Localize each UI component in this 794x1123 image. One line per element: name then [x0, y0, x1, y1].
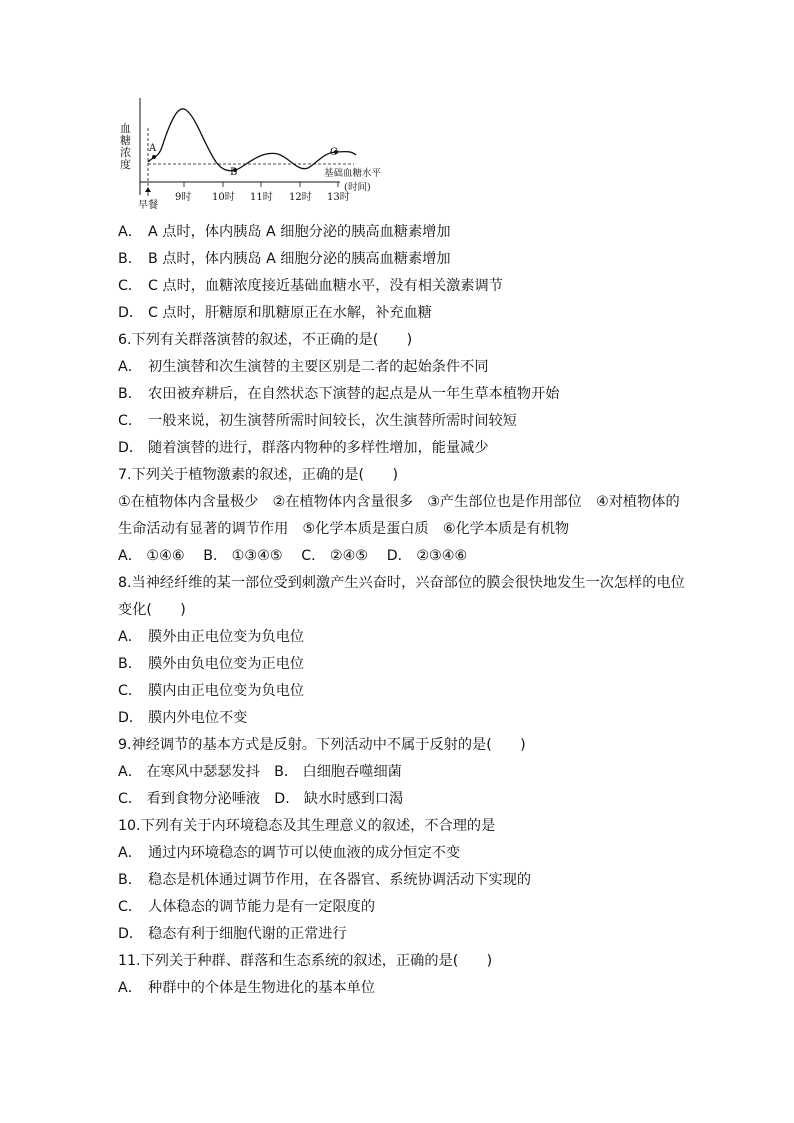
option-text: 种群中的个体是生物进化的基本单位: [148, 980, 376, 996]
option-letter: B．: [118, 656, 142, 672]
option-text: 随着演替的进行，群落内物种的多样性增加，能量减少: [148, 440, 489, 456]
blood-glucose-graph: [118, 92, 382, 214]
option-text: C 点时，血糖浓度接近基础血糖水平，没有相关激素调节: [148, 278, 503, 294]
tick-label-breakfast: 早餐: [138, 200, 158, 211]
option-letter: D．: [118, 926, 144, 942]
x-axis-label: 时间: [348, 182, 368, 193]
y-axis-label-char: 血: [120, 122, 131, 135]
q6-option-d: [118, 438, 489, 458]
q7-items-line1: ①在植物体内含量极少 ②在植物体内含量很多 ③产生部位也是作用部位 ④对植物体的: [118, 494, 680, 510]
option-text: 膜内外电位不变: [148, 710, 248, 726]
q7-items-line2: 生命活动有显著的调节作用 ⑤化学本质是蛋白质 ⑥化学本质是有机物: [118, 521, 570, 537]
tick-label-10: 10时: [212, 192, 235, 203]
tick-label-11: 11时: [250, 192, 273, 203]
q8-stem-line1: 8.当神经纤维的某一部位受到刺激产生兴奋时，兴奋部位的膜会很快地发生一次怎样的电位: [118, 575, 685, 591]
q6-stem: 6.下列有关群落演替的叙述，不正确的是( ): [118, 332, 413, 348]
option-text: 人体稳态的调节能力是有一定限度的: [148, 899, 376, 915]
option-letter: B．: [118, 872, 142, 888]
option-letter: D．: [118, 710, 144, 726]
option-letter: C．: [118, 683, 143, 699]
q9-stem: 9.神经调节的基本方式是反射。下列活动中不属于反射的是( ): [118, 737, 526, 753]
tick-label-9: 9时: [175, 192, 192, 203]
q8-option-a: [118, 627, 304, 647]
q5-option-a: [118, 222, 451, 242]
x-axis-label-open: (: [344, 182, 348, 193]
option-letter: B．: [118, 386, 142, 402]
y-axis-label-char: 浓: [120, 146, 131, 159]
q11-option-a: [118, 978, 375, 998]
option-text: 初生演替和次生演替的主要区别是二者的起始条件不同: [148, 359, 489, 375]
q7-options: A． ①④⑥ B． ①③④⑤ C． ②④⑤ D． ②③④⑥: [118, 548, 468, 564]
q5-option-b: [118, 249, 451, 269]
option-text: 稳态有利于细胞代谢的正常进行: [148, 926, 347, 942]
point-c-label: C: [330, 147, 338, 158]
q5-option-c: [118, 276, 503, 296]
q6-option-b: [118, 384, 559, 404]
option-text: C 点时，肝糖原和肌糖原正在水解，补充血糖: [148, 305, 432, 321]
option-letter: B．: [118, 251, 142, 267]
q9-options-line2: C． 看到食物分泌唾液 D． 缺水时感到口渴: [118, 791, 404, 807]
y-axis-label-char: 糖: [120, 134, 131, 147]
point-a-label: A: [149, 143, 157, 154]
q6-option-a: [118, 357, 489, 377]
breakfast-arrow-head: [145, 187, 151, 192]
baseline-label: 基础血糖水平: [324, 168, 382, 179]
option-letter: C．: [118, 413, 143, 429]
option-text: 通过内环境稳态的调节可以使血液的成分恒定不变: [148, 845, 461, 861]
option-text: B 点时，体内胰岛 A 细胞分泌的胰高血糖素增加: [148, 251, 451, 267]
tick-label-13: 13时: [327, 192, 350, 203]
x-axis-label-close: ): [367, 182, 371, 193]
q8-option-c: [118, 681, 304, 701]
option-text: 农田被弃耕后，在自然状态下演替的起点是从一年生草本植物开始: [148, 386, 560, 402]
option-letter: C．: [118, 278, 143, 294]
option-text: 膜外由负电位变为正电位: [148, 656, 305, 672]
point-a: [152, 155, 156, 159]
q5-option-d: [118, 303, 432, 323]
q8-stem-line2: 变化( ): [118, 602, 186, 618]
q10-stem: 10.下列有关于内环境稳态及其生理意义的叙述，不合理的是: [118, 818, 496, 834]
q10-option-a: [118, 843, 460, 863]
q10-option-b: [118, 870, 531, 890]
option-text: 膜外由正电位变为负电位: [148, 629, 305, 645]
option-letter: D．: [118, 305, 144, 321]
y-axis-label-char: 度: [120, 158, 131, 171]
q7-stem: 7.下列关于植物激素的叙述，正确的是( ): [118, 467, 398, 483]
point-b-label: B: [230, 167, 238, 178]
glucose-curve: [148, 109, 356, 171]
option-text: 膜内由正电位变为负电位: [148, 683, 305, 699]
option-letter: A．: [118, 629, 142, 645]
q9-options-line1: A． 在寒风中瑟瑟发抖 B． 白细胞吞噬细菌: [118, 764, 402, 780]
option-text: A 点时，体内胰岛 A 细胞分泌的胰高血糖素增加: [148, 224, 451, 240]
q11-stem: 11.下列关于种群、群落和生态系统的叙述，正确的是( ): [118, 953, 493, 969]
q8-option-d: [118, 708, 247, 728]
option-letter: A．: [118, 224, 142, 240]
option-letter: D．: [118, 440, 144, 456]
q8-option-b: [118, 654, 304, 674]
q10-option-d: [118, 924, 347, 944]
q6-option-c: [118, 411, 517, 431]
option-letter: C．: [118, 899, 143, 915]
q10-option-c: [118, 897, 375, 917]
option-letter: A．: [118, 845, 142, 861]
option-letter: A．: [118, 359, 142, 375]
y-axis-label-char: [120, 122, 131, 171]
option-text: 一般来说，初生演替所需时间较长，次生演替所需时间较短: [148, 413, 517, 429]
tick-label-12: 12时: [289, 192, 312, 203]
option-letter: A．: [118, 980, 142, 996]
option-text: 稳态是机体通过调节作用，在各器官、系统协调活动下实现的: [148, 872, 532, 888]
